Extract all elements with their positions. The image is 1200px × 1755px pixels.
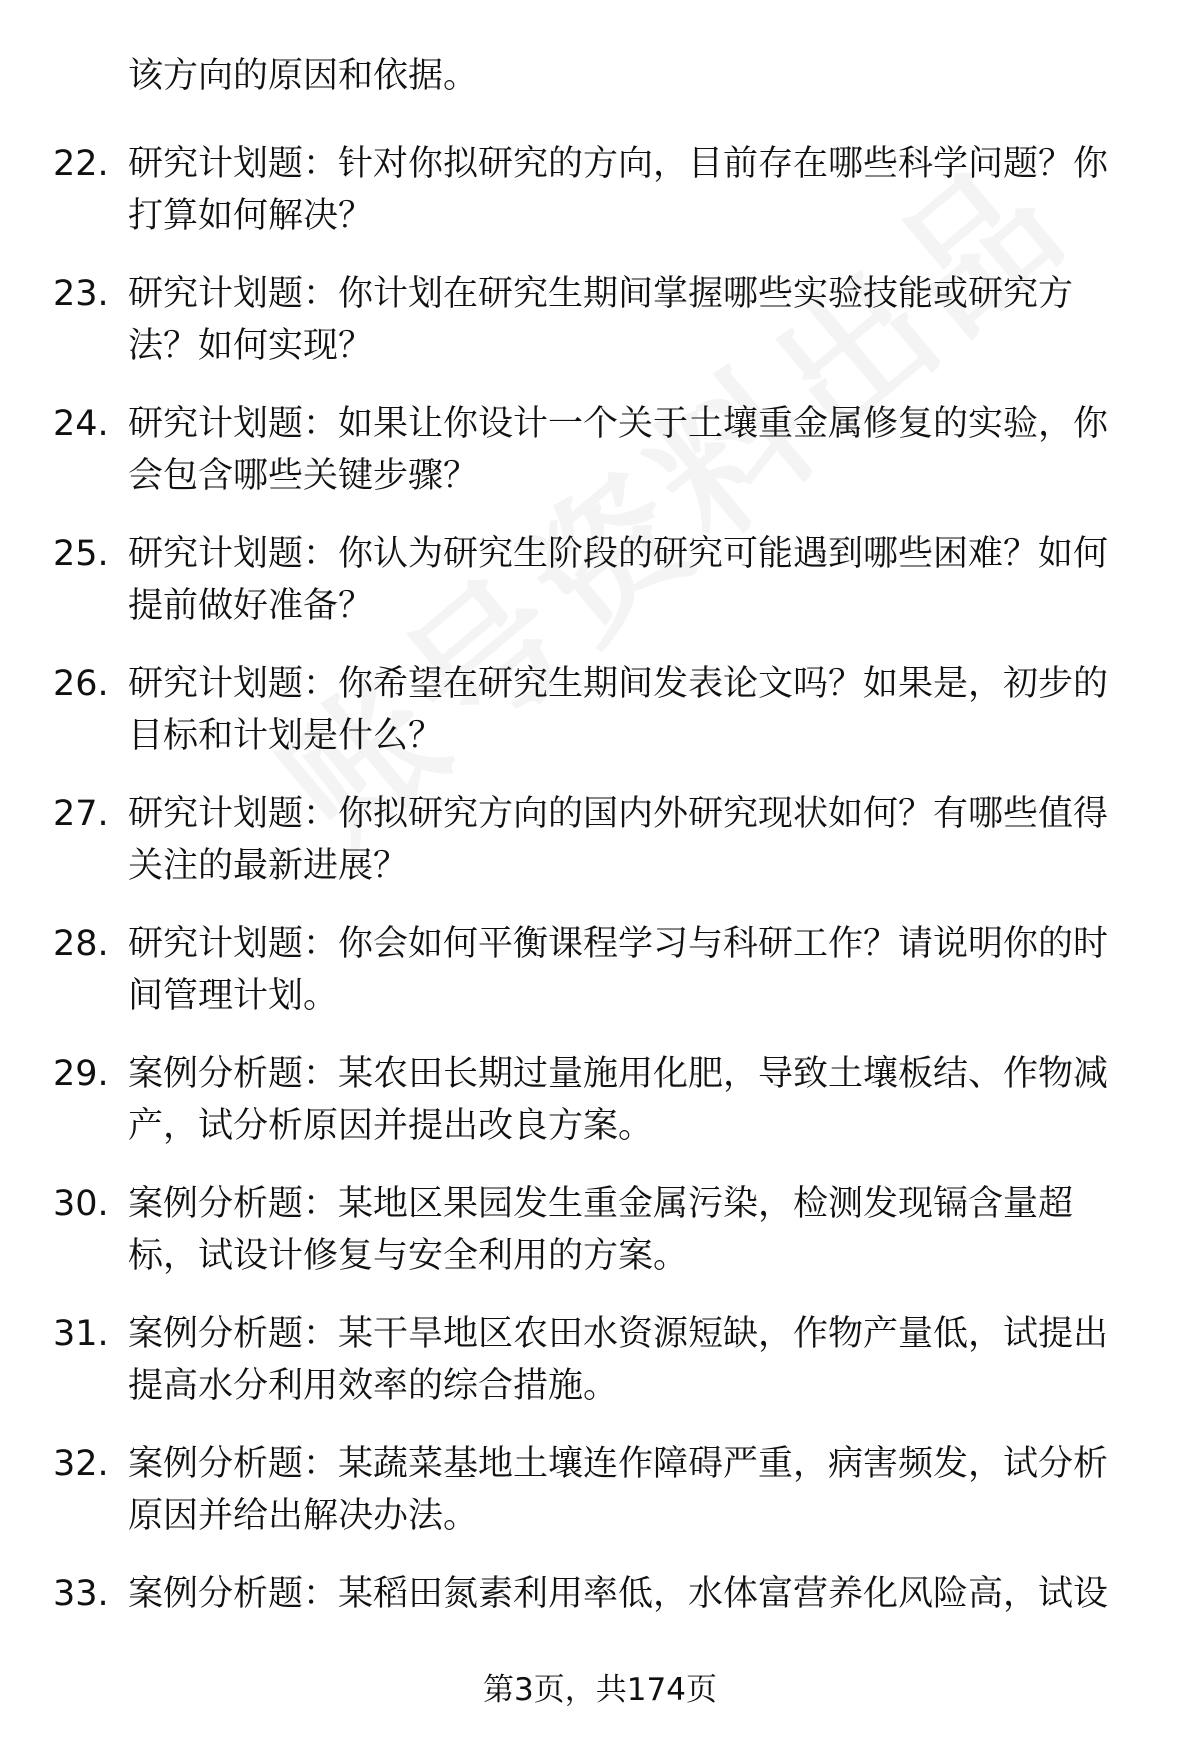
list-item <box>0 788 1200 918</box>
list-item <box>0 1048 1200 1178</box>
question-number: 33. <box>53 1574 109 1614</box>
question-number: 27. <box>53 794 109 834</box>
question-number: 29. <box>53 1054 109 1094</box>
list-item <box>0 268 1200 398</box>
question-list <box>0 138 1200 1698</box>
list-item <box>0 398 1200 528</box>
continuation-text: 该方向的原因和依据。 <box>128 56 479 96</box>
question-number: 25. <box>53 534 109 574</box>
question-number: 30. <box>53 1184 109 1224</box>
question-number: 31. <box>53 1314 109 1354</box>
question-text: 案例分析题：某稻田氮素利用率低，水体富营养化风险高，试设 <box>128 1574 1109 1614</box>
question-number: 32. <box>53 1444 109 1484</box>
list-item <box>0 528 1200 658</box>
question-text: 研究计划题：你希望在研究生期间发表论文吗？如果是，初步的目标和计划是什么？ <box>128 664 1109 756</box>
question-number: 23. <box>53 274 109 314</box>
question-text: 案例分析题：某农田长期过量施用化肥，导致土壤板结、作物减产，试分析原因并提出改良方案。 <box>128 1054 1109 1146</box>
list-item <box>0 138 1200 268</box>
question-text: 研究计划题：针对你拟研究的方向，目前存在哪些科学问题？你打算如何解决？ <box>128 144 1109 236</box>
question-number: 24. <box>53 404 109 444</box>
question-text: 研究计划题：你认为研究生阶段的研究可能遇到哪些困难？如何提前做好准备？ <box>128 534 1109 626</box>
question-text: 研究计划题：你会如何平衡课程学习与科研工作？请说明你的时间管理计划。 <box>128 924 1109 1016</box>
list-item <box>0 918 1200 1048</box>
question-text: 案例分析题：某干旱地区农田水资源短缺，作物产量低，试提出提高水分利用效率的综合措施。 <box>128 1314 1109 1406</box>
question-number: 26. <box>53 664 109 704</box>
question-number: 22. <box>53 144 109 184</box>
list-item <box>0 1438 1200 1568</box>
question-text: 研究计划题：你计划在研究生期间掌握哪些实验技能或研究方法？如何实现？ <box>128 274 1074 366</box>
question-text: 研究计划题：如果让你设计一个关于土壤重金属修复的实验，你会包含哪些关键步骤？ <box>128 404 1109 496</box>
list-item <box>0 1178 1200 1308</box>
question-number: 28. <box>53 924 109 964</box>
question-text: 案例分析题：某地区果园发生重金属污染，检测发现镉含量超标，试设计修复与安全利用的方案。 <box>128 1184 1074 1276</box>
page-footer: 第3页，共174页 <box>483 1672 717 1708</box>
list-item <box>0 1308 1200 1438</box>
question-text: 案例分析题：某蔬菜基地土壤连作障碍严重，病害频发，试分析原因并给出解决办法。 <box>128 1444 1109 1536</box>
list-item <box>0 658 1200 788</box>
question-text: 研究计划题：你拟研究方向的国内外研究现状如何？有哪些值得关注的最新进展？ <box>128 794 1109 886</box>
